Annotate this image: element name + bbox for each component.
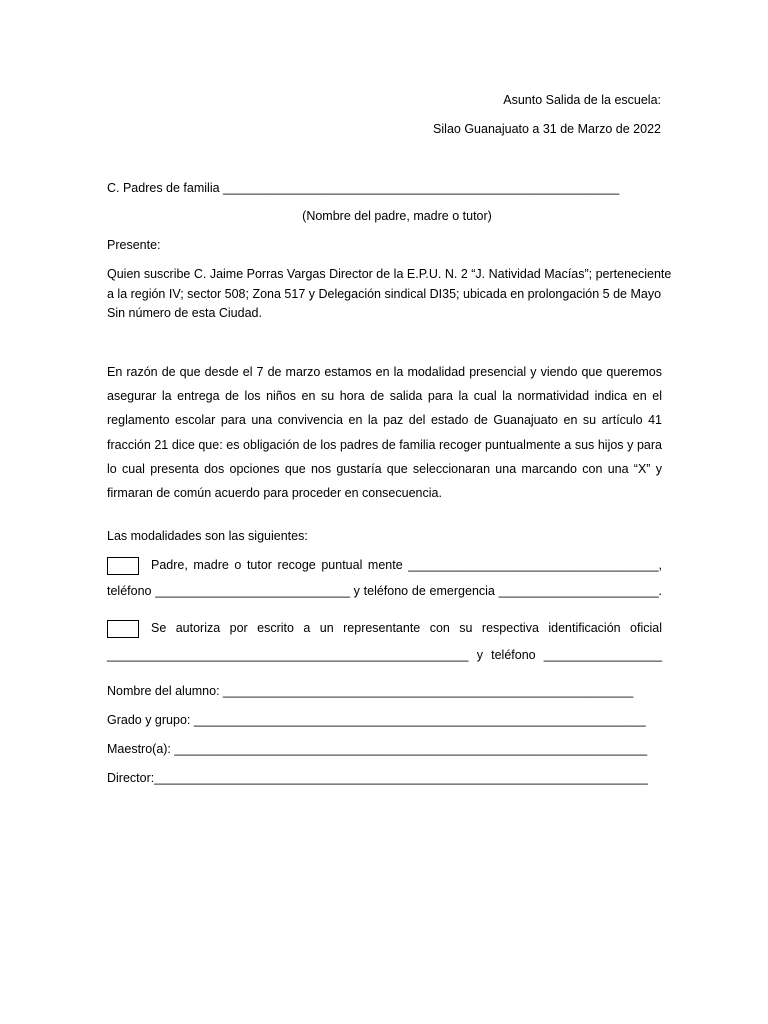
- intro-line: Quien suscribe C. Jaime Porras Vargas Director de la E.P.U. N. 2 “J. Natividad Macías”; perteneciente: [107, 267, 672, 281]
- body-line: firmaran de común acuerdo para proceder en consecuencia.: [107, 486, 442, 501]
- body-line: fracción 21 dice que: es obligación de los padres de familia recoger puntualmente a sus hijos y para: [107, 437, 662, 452]
- addressee-caption: (Nombre del padre, madre o tutor): [302, 209, 492, 223]
- teacher-field: Maestro(a): ____________________________________________________________________: [107, 742, 648, 756]
- option1-checkbox[interactable]: [107, 557, 139, 575]
- intro-line: Sin número de esta Ciudad.: [107, 306, 262, 320]
- body-line: asegurar la entrega de los niños en su hora de salida para la cual la normatividad indica en el: [107, 389, 662, 404]
- intro-line: a la región IV; sector 508; Zona 517 y Delegación sindical DI35; ubicada en prolongación 5 de Mayo: [107, 286, 662, 301]
- addressee-line: C. Padres de familia _________________________________________________________: [107, 181, 620, 195]
- subject-line: Asunto Salida de la escuela:: [503, 93, 661, 107]
- option2-checkbox[interactable]: [107, 620, 139, 638]
- director-field: Director:_______________________________________________________________________: [107, 771, 648, 785]
- body-line: lo cual presenta dos opciones que nos gustaría que seleccionaran una marcando con una “X” y: [107, 461, 662, 476]
- option1-line1: Padre, madre o tutor recoge puntual mente ____________________________________,: [151, 558, 662, 572]
- option1-line2: teléfono ____________________________ y teléfono de emergencia _______________________.: [107, 584, 662, 598]
- grade-group-field: Grado y grupo: _________________________________________________________________: [107, 713, 646, 727]
- option2-line2: ____________________________________________________ y teléfono _________________: [107, 648, 662, 662]
- intro-paragraph: [107, 265, 672, 324]
- option2-line1: Se autoriza por escrito a un representante con su respectiva identificación oficial: [151, 621, 662, 635]
- greeting: Presente:: [107, 238, 161, 252]
- modalities-title: Las modalidades son las siguientes:: [107, 529, 308, 543]
- student-name-field: Nombre del alumno: ___________________________________________________________: [107, 684, 634, 698]
- body-paragraph: [107, 360, 662, 505]
- place-date-line: Silao Guanajuato a 31 de Marzo de 2022: [433, 122, 661, 136]
- body-line: En razón de que desde el 7 de marzo estamos en la modalidad presencial y viendo que queremos: [107, 365, 662, 379]
- body-line: reglamento escolar para una convivencia en la paz del estado de Guanajuato en su artículo 41: [107, 413, 662, 428]
